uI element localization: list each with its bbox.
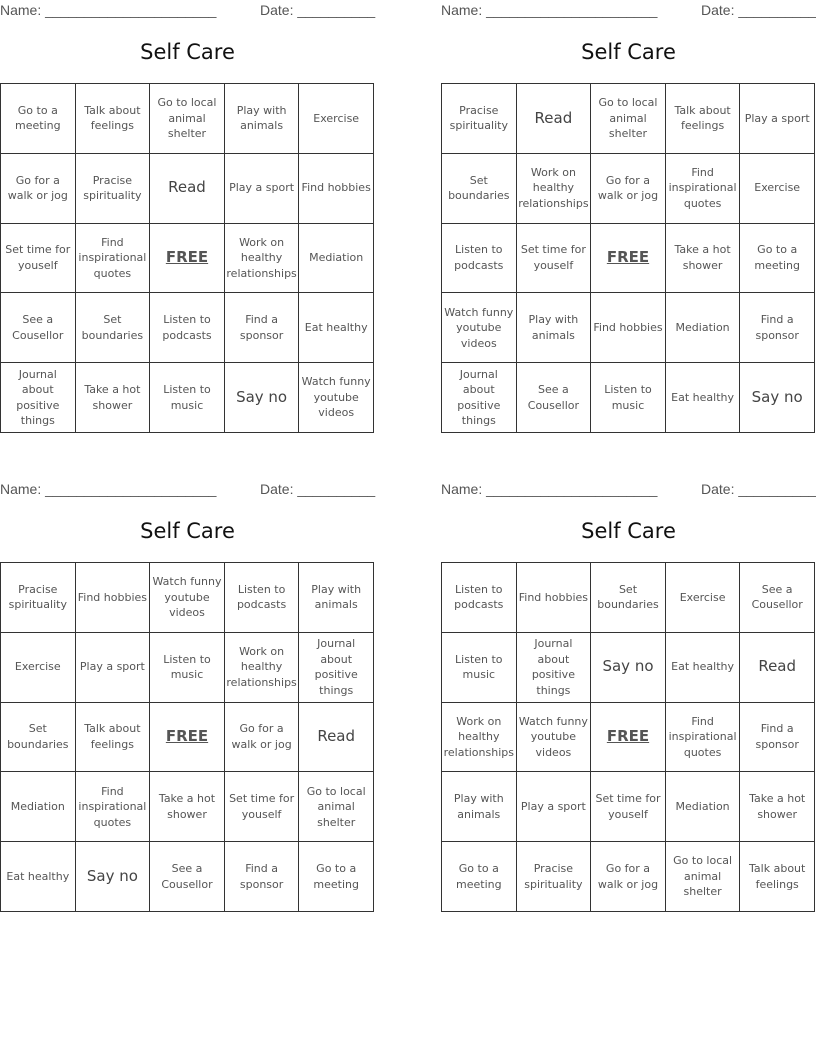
bingo-cell: Find inspirational quotes xyxy=(666,703,741,773)
bingo-cell: Find inspirational quotes xyxy=(76,772,151,842)
bingo-cell: Work on healthy relationships xyxy=(517,154,592,224)
bingo-cell: Find inspirational quotes xyxy=(76,224,151,294)
name-date-line xyxy=(441,479,816,501)
bingo-cell: Listen to podcasts xyxy=(150,293,225,363)
bingo-cell: Go to local animal shelter xyxy=(150,84,225,154)
bingo-cell: Set time for youself xyxy=(591,772,666,842)
bingo-cell: Eat healthy xyxy=(1,842,76,912)
bingo-cell: Say no xyxy=(225,363,300,433)
bingo-cell: Go for a walk or jog xyxy=(591,154,666,224)
card-title: Self Care xyxy=(140,40,235,64)
bingo-cell: Take a hot shower xyxy=(666,224,741,294)
bingo-cell: Exercise xyxy=(299,84,374,154)
bingo-cell: Pracise spirituality xyxy=(1,563,76,633)
bingo-cell: Play with animals xyxy=(517,293,592,363)
bingo-cell: Go to local animal shelter xyxy=(591,84,666,154)
date-field-label: Date: __________ xyxy=(701,2,816,18)
bingo-cell: Set boundaries xyxy=(76,293,151,363)
bingo-cell: Play a sport xyxy=(76,633,151,703)
bingo-cell: Go to a meeting xyxy=(442,842,517,912)
name-field-label: Name: ______________________ xyxy=(441,2,658,18)
bingo-cell: Pracise spirituality xyxy=(442,84,517,154)
bingo-cell: Listen to podcasts xyxy=(442,224,517,294)
bingo-cell: Listen to podcasts xyxy=(442,563,517,633)
bingo-cell: Go to a meeting xyxy=(299,842,374,912)
bingo-cell: Go for a walk or jog xyxy=(591,842,666,912)
bingo-cell: Talk about feelings xyxy=(76,703,151,773)
card-title: Self Care xyxy=(581,519,676,543)
bingo-cell: Read xyxy=(740,633,815,703)
bingo-cell: Exercise xyxy=(740,154,815,224)
bingo-grid xyxy=(441,562,815,912)
bingo-cell: Play a sport xyxy=(740,84,815,154)
name-field-label: Name: ______________________ xyxy=(0,481,217,497)
bingo-cell: Set time for youself xyxy=(517,224,592,294)
free-space-cell: FREE xyxy=(150,703,225,773)
bingo-cell: Read xyxy=(299,703,374,773)
bingo-cell: Find hobbies xyxy=(517,563,592,633)
bingo-cell: Work on healthy relationships xyxy=(225,633,300,703)
bingo-cell: Eat healthy xyxy=(299,293,374,363)
bingo-cell: Go to local animal shelter xyxy=(299,772,374,842)
date-field-label: Date: __________ xyxy=(701,481,816,497)
bingo-cell: Talk about feelings xyxy=(740,842,815,912)
bingo-cell: Exercise xyxy=(1,633,76,703)
bingo-cell: Journal about positive things xyxy=(1,363,76,433)
bingo-cell: Find inspirational quotes xyxy=(666,154,741,224)
bingo-cell: Play with animals xyxy=(442,772,517,842)
bingo-cell: Talk about feelings xyxy=(76,84,151,154)
name-field-label: Name: ______________________ xyxy=(441,481,658,497)
bingo-cell: Listen to music xyxy=(150,633,225,703)
bingo-cell: Go for a walk or jog xyxy=(1,154,76,224)
bingo-cell: Mediation xyxy=(299,224,374,294)
bingo-cell: Listen to podcasts xyxy=(225,563,300,633)
bingo-cell: Mediation xyxy=(1,772,76,842)
bingo-cell: Set boundaries xyxy=(442,154,517,224)
bingo-cell: Play with animals xyxy=(225,84,300,154)
bingo-cell: Find hobbies xyxy=(299,154,374,224)
bingo-cell: Watch funny youtube videos xyxy=(442,293,517,363)
name-date-line xyxy=(0,479,375,501)
bingo-grid xyxy=(441,83,815,433)
bingo-cell: Find a sponsor xyxy=(225,842,300,912)
bingo-cell: Say no xyxy=(76,842,151,912)
bingo-cell: Find a sponsor xyxy=(225,293,300,363)
bingo-cell: Say no xyxy=(740,363,815,433)
bingo-cell: Go to a meeting xyxy=(1,84,76,154)
free-space-cell: FREE xyxy=(150,224,225,294)
bingo-cell: Play with animals xyxy=(299,563,374,633)
bingo-cell: Listen to music xyxy=(591,363,666,433)
bingo-cell: Go to a meeting xyxy=(740,224,815,294)
bingo-cell: Find a sponsor xyxy=(740,703,815,773)
bingo-card-2 xyxy=(441,0,816,440)
bingo-cell: Find hobbies xyxy=(76,563,151,633)
bingo-cell: Journal about positive things xyxy=(517,633,592,703)
bingo-cell: Take a hot shower xyxy=(740,772,815,842)
bingo-cell: Talk about feelings xyxy=(666,84,741,154)
bingo-cell: Take a hot shower xyxy=(76,363,151,433)
bingo-cell: Exercise xyxy=(666,563,741,633)
bingo-cell: Find hobbies xyxy=(591,293,666,363)
bingo-cell: Listen to music xyxy=(150,363,225,433)
bingo-cell: See a Cousellor xyxy=(150,842,225,912)
bingo-cell: Say no xyxy=(591,633,666,703)
bingo-cell: Work on healthy relationships xyxy=(442,703,517,773)
name-field-label: Name: ______________________ xyxy=(0,2,217,18)
bingo-cell: Play a sport xyxy=(517,772,592,842)
bingo-grid xyxy=(0,83,374,433)
bingo-card-1 xyxy=(0,0,375,440)
bingo-cell: Eat healthy xyxy=(666,363,741,433)
name-date-line xyxy=(0,0,375,22)
bingo-cell: Journal about positive things xyxy=(299,633,374,703)
bingo-cell: Mediation xyxy=(666,772,741,842)
name-date-line xyxy=(441,0,816,22)
free-space-cell: FREE xyxy=(591,224,666,294)
bingo-cell: Set time for youself xyxy=(1,224,76,294)
card-title: Self Care xyxy=(581,40,676,64)
bingo-cell: Set boundaries xyxy=(1,703,76,773)
bingo-card-3 xyxy=(0,479,375,919)
bingo-cell: Watch funny youtube videos xyxy=(150,563,225,633)
bingo-cell: Listen to music xyxy=(442,633,517,703)
free-space-cell: FREE xyxy=(591,703,666,773)
bingo-cell: Eat healthy xyxy=(666,633,741,703)
bingo-grid xyxy=(0,562,374,912)
date-field-label: Date: __________ xyxy=(260,481,376,497)
bingo-cell: Watch funny youtube videos xyxy=(517,703,592,773)
bingo-cell: Journal about positive things xyxy=(442,363,517,433)
card-title: Self Care xyxy=(140,519,235,543)
bingo-cell: Work on healthy relationships xyxy=(225,224,300,294)
bingo-cell: Read xyxy=(517,84,592,154)
bingo-card-4 xyxy=(441,479,816,919)
bingo-cell: Pracise spirituality xyxy=(76,154,151,224)
bingo-cell: Find a sponsor xyxy=(740,293,815,363)
bingo-cell: Mediation xyxy=(666,293,741,363)
bingo-cell: See a Cousellor xyxy=(740,563,815,633)
bingo-cell: Read xyxy=(150,154,225,224)
bingo-cell: Take a hot shower xyxy=(150,772,225,842)
bingo-cell: Pracise spirituality xyxy=(517,842,592,912)
bingo-cell: Go for a walk or jog xyxy=(225,703,300,773)
bingo-cell: Watch funny youtube videos xyxy=(299,363,374,433)
bingo-cell: Go to local animal shelter xyxy=(666,842,741,912)
bingo-cell: Set time for youself xyxy=(225,772,300,842)
bingo-cell: See a Cousellor xyxy=(517,363,592,433)
bingo-cell: See a Cousellor xyxy=(1,293,76,363)
bingo-cell: Set boundaries xyxy=(591,563,666,633)
bingo-cell: Play a sport xyxy=(225,154,300,224)
date-field-label: Date: __________ xyxy=(260,2,376,18)
